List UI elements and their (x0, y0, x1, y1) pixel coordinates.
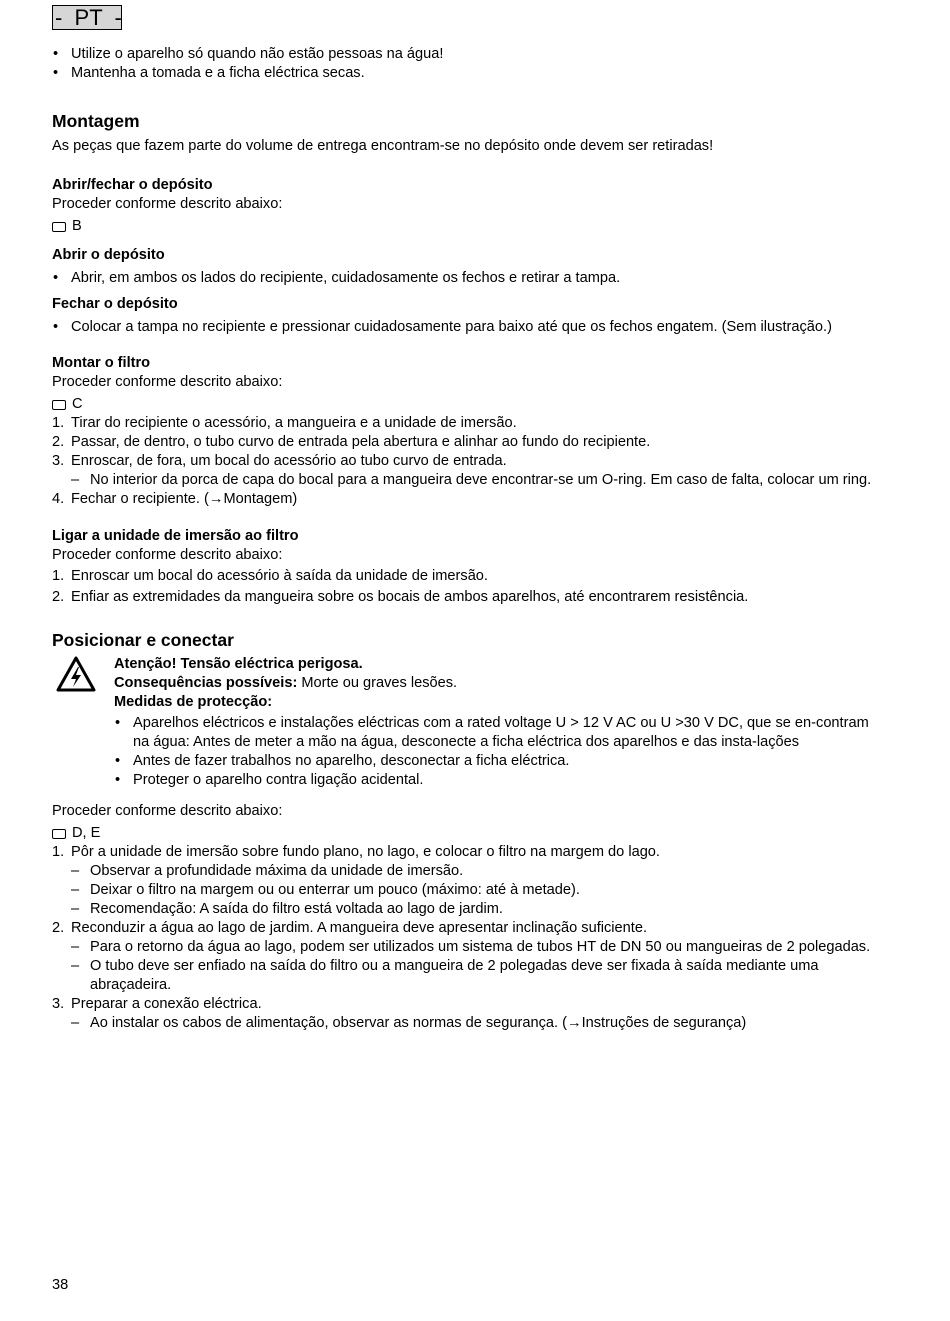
fechar-bullet-list (52, 318, 888, 337)
list-item: 2. Enfiar as extremidades da mangueira sobre os bocais de ambos aparelhos, até encontrarem resistência. (52, 589, 749, 605)
figure-reference (52, 824, 888, 843)
list-item: – Observar a profundidade máxima da unidade de imersão. (52, 862, 888, 881)
warning-headline: Atenção! Tensão eléctrica perigosa. (114, 656, 363, 672)
list-item: • Utilize o aparelho só quando não estão pessoas na água! (52, 45, 888, 64)
montar-filtro-substeps (52, 471, 888, 490)
proceed-text: Proceder conforme descrito abaixo: (52, 547, 283, 563)
subsection-title-abrir-fechar: Abrir/fechar o depósito (52, 177, 213, 193)
figure-book-icon (52, 400, 66, 410)
posicionar-substeps-1 (52, 862, 888, 919)
section-title-montagem: Montagem (52, 111, 140, 131)
section-title-posicionar: Posicionar e conectar (52, 630, 234, 650)
electric-warning-icon (56, 656, 96, 698)
subsection-title-fechar: Fechar o depósito (52, 296, 178, 312)
list-item: • Mantenha a tomada e a ficha eléctrica secas. (52, 64, 888, 83)
proceed-text: Proceder conforme descrito abaixo: (52, 374, 283, 390)
subsection-title-montar-filtro: Montar o filtro (52, 355, 151, 371)
subsection-title-ligar: Ligar a unidade de imersão ao filtro (52, 528, 299, 544)
list-item: • Antes de fazer trabalhos no aparelho, desconectar a ficha eléctrica. (114, 752, 888, 771)
list-item: • Aparelhos eléctricos e instalações eléctricas com a rated voltage U > 12 V AC ou U >30 V DC, que se en-contram na água: Antes de meter a mão na água, desconecte a ficha eléctrica dos aparelhos e das insta-lações (114, 714, 888, 752)
intro-bullet-list (52, 45, 888, 83)
list-item: • Proteger o aparelho contra ligação acidental. (114, 771, 888, 790)
warning-measures-list (114, 714, 888, 790)
subsection-title-abrir: Abrir o depósito (52, 247, 165, 263)
abrir-bullet-list (52, 269, 888, 288)
posicionar-substeps-2 (52, 938, 888, 995)
list-item: 1. Tirar do recipiente o acessório, a mangueira e a unidade de imersão. (52, 415, 517, 431)
figure-label: C (72, 396, 83, 412)
warning-text (114, 655, 888, 790)
list-item: 3. Enroscar, de fora, um bocal do acessório ao tubo curvo de entrada. (52, 453, 507, 469)
figure-book-icon (52, 222, 66, 232)
montar-filtro-steps (52, 414, 888, 471)
list-item: 1. Pôr a unidade de imersão sobre fundo plano, no lago, e colocar o filtro na margem do lago. (52, 844, 660, 860)
warning-consequences: Consequências possíveis: Morte ou graves lesões. (114, 675, 458, 691)
posicionar-steps-1 (52, 843, 888, 862)
list-item: 2. Passar, de dentro, o tubo curvo de entrada pela abertura e alinhar ao fundo do recipiente. (52, 434, 651, 450)
figure-reference (52, 395, 888, 414)
warning-block (52, 655, 888, 790)
list-item: – Recomendação: A saída do filtro está voltada ao lago de jardim. (52, 900, 888, 919)
figure-label: B (72, 218, 82, 234)
list-item: – Ao instalar os cabos de alimentação, observar as normas de segurança. (→Instruções de segurança) (52, 1014, 888, 1033)
posicionar-steps-3 (52, 995, 888, 1014)
list-item: • Abrir, em ambos os lados do recipiente, cuidadosamente os fechos e retirar a tampa. (52, 269, 888, 288)
list-item: 1. Enroscar um bocal do acessório à saída da unidade de imersão. (52, 568, 488, 584)
ligar-steps (52, 567, 888, 607)
montagem-text: As peças que fazem parte do volume de entrega encontram-se no depósito onde devem ser retiradas! (52, 138, 714, 154)
list-item: 2. Reconduzir a água ao lago de jardim. A mangueira deve apresentar inclinação suficiente. (52, 920, 648, 936)
posicionar-substeps-3 (52, 1014, 888, 1033)
posicionar-steps-2 (52, 919, 888, 938)
figure-label: D, E (72, 825, 101, 841)
warning-measures-label: Medidas de protecção: (114, 694, 273, 710)
figure-book-icon (52, 829, 66, 839)
proceed-text: Proceder conforme descrito abaixo: (52, 196, 283, 212)
list-item: – No interior da porca de capa do bocal para a mangueira deve encontrar-se um O-ring. Em caso de falta, colocar um ring. (52, 471, 888, 490)
list-item: 3. Preparar a conexão eléctrica. (52, 996, 262, 1012)
list-item: 4. Fechar o recipiente. (→Montagem) (52, 491, 298, 507)
list-item: – Para o retorno da água ao lago, podem ser utilizados um sistema de tubos HT de DN 50 ou mangueiras de 2 polegadas. (52, 938, 888, 957)
proceed-text: Proceder conforme descrito abaixo: (52, 803, 283, 819)
page-number: 38 (52, 1277, 69, 1293)
montar-filtro-steps-cont (52, 490, 888, 509)
figure-reference (52, 217, 888, 236)
list-item: – O tubo deve ser enfiado na saída do filtro ou a mangueira de 2 polegadas deve ser fixada à saída mediante uma abraçadeira. (52, 957, 888, 995)
page-content (52, 45, 888, 1033)
list-item: – Deixar o filtro na margem ou ou enterrar um pouco (máximo: até à metade). (52, 881, 888, 900)
language-tag: - PT - (52, 5, 122, 30)
list-item: • Colocar a tampa no recipiente e pressionar cuidadosamente para baixo até que os fechos engatem. (Sem ilustração.) (52, 318, 888, 337)
